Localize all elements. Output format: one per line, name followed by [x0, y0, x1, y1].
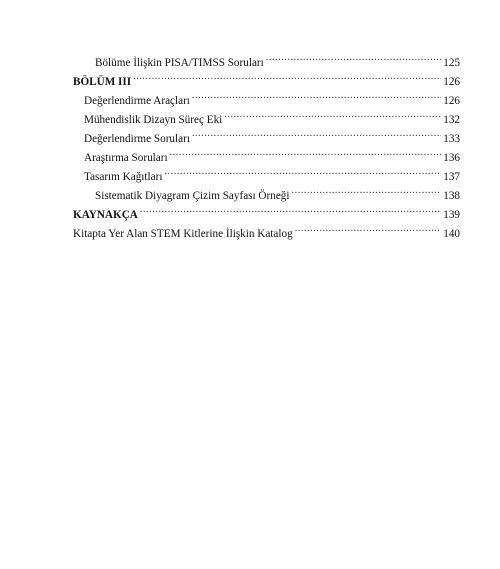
toc-entry-title: Sistematik Diyagram Çizim Sayfası Örneği: [95, 190, 290, 202]
toc-dot-leader: [266, 47, 441, 66]
toc-page-number: 136: [443, 152, 460, 164]
toc-dot-leader: [192, 123, 441, 142]
toc-entry-title: KAYNAKÇA: [73, 209, 138, 221]
toc-page-number: 132: [443, 114, 460, 126]
toc-entry-title: BÖLÜM III: [73, 76, 132, 88]
toc-dot-leader: [224, 104, 441, 123]
toc-page-number: 125: [443, 57, 460, 69]
table-of-contents: [73, 47, 460, 240]
toc-dot-leader: [170, 142, 442, 161]
toc-page-number: 138: [443, 190, 460, 202]
toc-dot-leader: [295, 218, 442, 237]
toc-page-number: 137: [443, 171, 460, 183]
toc-entry-title: Değerlendirme Soruları: [84, 133, 190, 145]
toc-entry-title: Bölüme İlişkin PISA/TIMSS Soruları: [95, 57, 264, 69]
toc-dot-leader: [192, 85, 441, 104]
toc-page-number: 133: [443, 133, 460, 145]
toc-entry[interactable]: [73, 47, 460, 69]
toc-entry-title: Mühendislik Dizayn Süreç Eki: [84, 114, 223, 126]
toc-entry-title: Araştırma Soruları: [84, 152, 168, 164]
toc-dot-leader: [164, 161, 441, 180]
toc-page-number: 140: [443, 228, 460, 240]
toc-entry-title: Tasarım Kağıtları: [84, 171, 163, 183]
toc-entry-title: Kitapta Yer Alan STEM Kitlerine İlişkin Katalog: [73, 228, 293, 240]
toc-page-number: 139: [443, 209, 460, 221]
toc-page-number: 126: [443, 76, 460, 88]
toc-page-number: 126: [443, 95, 460, 107]
toc-dot-leader: [133, 66, 441, 85]
toc-dot-leader: [292, 180, 442, 199]
toc-entry-title: Değerlendirme Araçları: [84, 95, 190, 107]
toc-dot-leader: [140, 199, 441, 218]
